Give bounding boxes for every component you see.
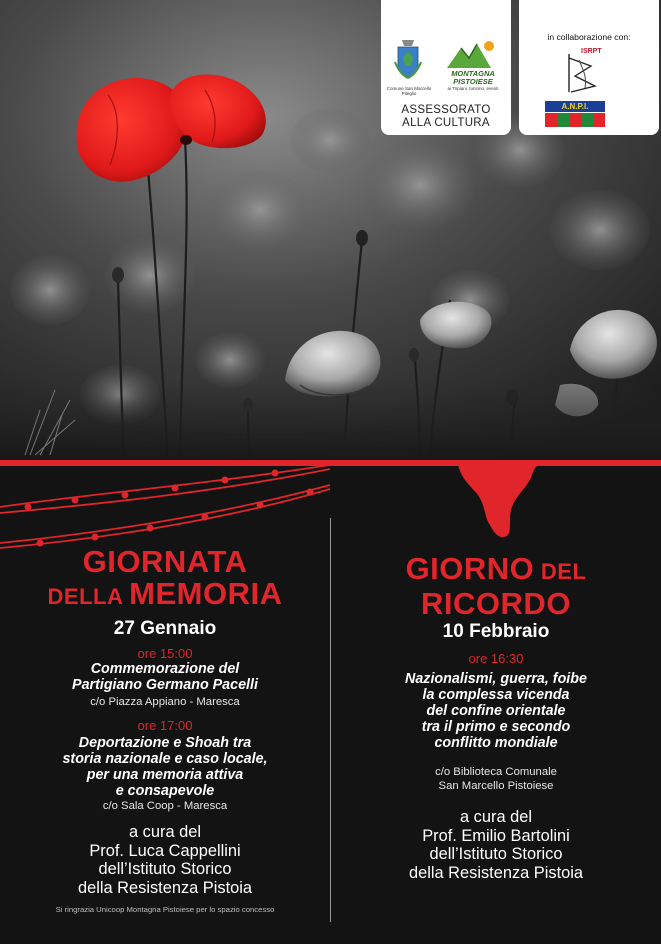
montagna-pistoiese-logo-icon [445,38,499,72]
ricordo-title-small: DEL [534,559,587,584]
thanks-note: Si ringrazia Unicoop Montagna Pistoiese per lo spazio concesso [55,905,275,914]
event2-venue: c/o Sala Coop - Maresca [102,800,228,812]
ricordo-date: 10 Febbraio [442,621,550,642]
logo-box-organizers [381,0,511,135]
ricordo-event-time: ore 16:30 [468,651,524,666]
memoria-date: 27 Gennaio [113,618,217,639]
comune-caption: Comune San Marcello Piteglio [386,86,432,96]
assessorato-label: ASSESSORATO ALLA CULTURA [401,104,491,129]
montagna-caption: MONTAGNA PISTOIESE [451,69,495,86]
collaboration-label: in collaborazione con: [547,32,631,42]
anpi-label: A.N.P.I. [561,102,589,111]
anpi-flag-stripes [545,113,605,127]
ricordo-title [331,551,661,621]
memoria-title [0,545,330,616]
montagna-subcaption: ai Tripiani, turismo, eventi [447,86,499,91]
ricordo-title-big: GIORNO [405,551,535,586]
ricordo-event-title: Nazionalismi, guerra, foibe la complessa vicenda del confine orientale tra il primo e secondo conflitto mondiale [405,671,587,751]
ricordo-curator: a cura del Prof. Emilio Bartolini dell’Istituto Storico della Resistenza Pistoia [408,808,583,882]
ricordo-title-line2: RICORDO [421,586,571,621]
anpi-logo [545,101,605,129]
event1-time: ore 15:00 [137,646,193,661]
memoria-title-small: DELLA [47,584,130,609]
event1-title: Commemorazione del Partigiano Germano Pacelli [72,661,258,693]
memoria-curator: a cura del Prof. Luca Cappellini dell’Istituto Storico della Resistenza Pistoia [77,823,252,897]
comune-crest-icon [393,36,423,84]
event2-title: Deportazione e Shoah tra storia nazionale e caso locale, per una memoria attiva e consapevole [62,735,268,799]
ricordo-event-venue: c/o Biblioteca Comunale San Marcello Pistoiese [435,766,557,792]
event1-venue: c/o Piazza Appiano - Maresca [90,696,240,708]
memoria-title-line1: GIORNATA [82,544,248,579]
logo-box-collaborators [519,0,659,135]
memoria-title-big: MEMORIA [129,576,283,611]
isrpt-label: ISRPT [581,48,602,55]
event2-time: ore 17:00 [137,718,193,733]
